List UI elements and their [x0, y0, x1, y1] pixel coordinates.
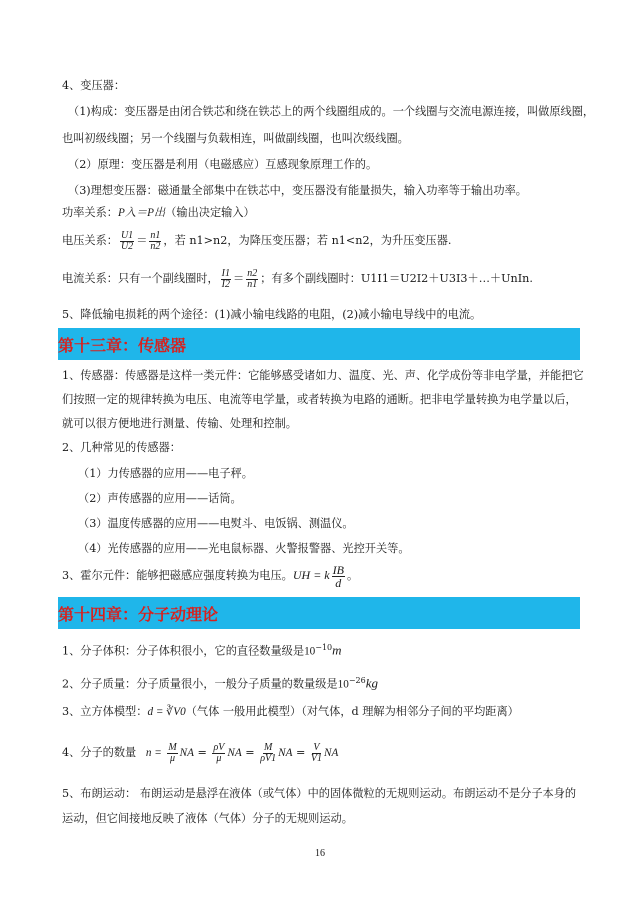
sensor-def-line2: 们按照一定的规律转换为电压、电流等电学量，或者转换为电路的通断。把非电学量转换为电学量以后，	[62, 393, 577, 406]
fraction-numerator: M	[263, 741, 273, 753]
fraction-numerator: M	[168, 741, 177, 753]
fraction-denominator: d	[335, 575, 342, 590]
hall-fraction	[332, 564, 345, 589]
current-prefix: 电流关系：只有一个副线圈时，	[62, 272, 219, 285]
chapter-14-title: 第十四章：分子动理论	[58, 605, 219, 624]
transformer-ideal: （3)理想变压器：磁通量全部集中在铁芯中，变压器没有能量损失，输入功率等于输出功率。	[68, 184, 527, 197]
list-item: （2）声传感器的应用——话筒。	[78, 492, 242, 505]
voltage-fraction	[120, 231, 134, 252]
power-formula: P入＝P出	[117, 207, 166, 219]
fraction-denominator: n1	[247, 278, 258, 290]
voltage-relation	[62, 228, 451, 254]
chapter-13-title: 第十三章：传感器	[58, 336, 187, 355]
turns-fraction	[149, 231, 161, 252]
molecule-count	[62, 736, 338, 770]
current-relation	[62, 266, 533, 292]
fraction-numerator: V	[313, 741, 320, 753]
mass-unit: kg	[365, 675, 378, 691]
fraction-numerator: I1	[221, 267, 230, 279]
current-text: ；有多个副线圈时：U1I1＝U2I2＋U3I3＋…＋UnIn.	[260, 272, 533, 285]
loss-reduction: 5、降低输电损耗的两个途径：(1)减小输电线路的电阻，(2)减小输电导线中的电流。	[62, 308, 482, 321]
fraction-denominator: ρV1	[260, 752, 277, 764]
avogadro: NA	[278, 747, 293, 759]
fraction-numerator: n2	[247, 267, 258, 279]
volume-value: 10	[304, 645, 316, 658]
chapter-14-banner	[58, 597, 580, 629]
molecule-mass	[62, 673, 378, 693]
fraction-denominator: V1	[310, 752, 323, 764]
volume-unit: m	[332, 642, 342, 658]
brownian-line2: 运动，但它间接地反映了液体（气体）分子的无规则运动。	[62, 812, 353, 825]
transformer-structure-line1: （1)构成：变压器是由闭合铁芯和绕在铁芯上的两个线圈组成的。一个线圈与交流电源连接，叫做原线圈，	[68, 105, 595, 118]
hall-formula-lhs: UH = k	[292, 568, 330, 582]
page-number: 16	[315, 848, 325, 859]
fraction-numerator: U1	[120, 229, 134, 241]
mass-prefix: 2、分子质量：分子质量很小，一般分子质量的数量级是	[62, 677, 338, 691]
count-fraction-3	[260, 743, 276, 764]
equals-sign: ＝	[232, 272, 245, 285]
count-lhs: n =	[145, 747, 162, 759]
fraction-numerator: n1	[150, 229, 161, 241]
list-item: （1）力传感器的应用——电子秤。	[78, 467, 253, 480]
cube-note: （气体 一般用此模型）（对气体，d 理解为相邻分子间的平均距离）	[185, 705, 519, 718]
fraction-denominator: U2	[120, 240, 134, 252]
fraction-denominator: μ	[216, 752, 222, 764]
hall-element	[62, 560, 358, 591]
avogadro: NA	[324, 747, 339, 759]
transformer-principle: （2）原理：变压器是利用（电磁感应）互感现象原理工作的。	[68, 158, 378, 171]
transformer-structure-line2: 也叫初级线圈；另一个线圈与负载相连，叫做副线圈，也叫次级线圈。	[62, 132, 409, 145]
sensor-types-heading: 2、几种常见的传感器：	[62, 441, 181, 454]
count-prefix: 4、分子的数量	[62, 746, 137, 759]
count-fraction-2	[212, 743, 225, 764]
voltage-prefix: 电压关系：	[62, 234, 118, 247]
hall-prefix: 3、霍尔元件：能够把磁感应强度转换为电压。	[62, 569, 293, 582]
turns-fraction	[246, 269, 258, 290]
sensor-def-line3: 就可以很方便地进行测量、传输、处理和控制。	[62, 417, 297, 430]
sensor-def-line1: 1、传感器：传感器是这样一类元件：它能够感受诸如力、温度、光、声、化学成份等非电学量，并能把它	[62, 369, 584, 382]
chapter-13-banner	[58, 328, 580, 360]
mass-exponent: −26	[348, 676, 366, 685]
current-fraction	[221, 269, 231, 290]
fraction-numerator: ρV	[213, 741, 225, 753]
brownian-line1: 5、布朗运动： 布朗运动是悬浮在液体（或气体）中的固体微粒的无规则运动。布朗运动不是分子本身的	[62, 787, 577, 800]
count-fraction-4	[311, 743, 322, 764]
volume-exponent: −10	[315, 643, 333, 652]
cube-prefix: 3、立方体模型：	[62, 705, 148, 718]
equals-sign: =	[245, 746, 255, 759]
equals-sign: =	[197, 746, 207, 759]
voltage-text: ，若 n1>n2，为降压变压器；若 n1<n2，为升压变压器.	[163, 234, 452, 247]
fraction-denominator: μ	[169, 752, 176, 764]
mass-value: 10	[337, 678, 349, 691]
power-note: （输出决定输入）	[165, 206, 255, 219]
avogadro: NA	[179, 747, 194, 759]
section-transformer-heading: 4、变压器：	[62, 79, 126, 92]
list-item: （3）温度传感器的应用——电熨斗、电饭锅、测温仪。	[78, 517, 354, 530]
avogadro: NA	[227, 747, 242, 759]
list-item: （4）光传感器的应用——光电鼠标器、火警报警器、光控开关等。	[78, 542, 410, 555]
count-fraction-1	[167, 743, 177, 764]
volume-prefix: 1、分子体积：分子体积很小，它的直径数量级是	[62, 644, 305, 658]
power-relation	[62, 205, 255, 221]
molecule-volume	[62, 640, 342, 660]
cube-formula: d = ∛V0	[147, 706, 186, 718]
equals-sign: ＝	[136, 234, 148, 247]
cube-model	[62, 704, 519, 720]
equals-sign: =	[295, 746, 306, 759]
power-prefix: 功率关系：	[62, 206, 118, 219]
hall-end: 。	[346, 569, 359, 582]
fraction-numerator: IB	[332, 562, 344, 577]
fraction-denominator: I2	[221, 278, 230, 290]
fraction-denominator: n2	[150, 240, 161, 252]
